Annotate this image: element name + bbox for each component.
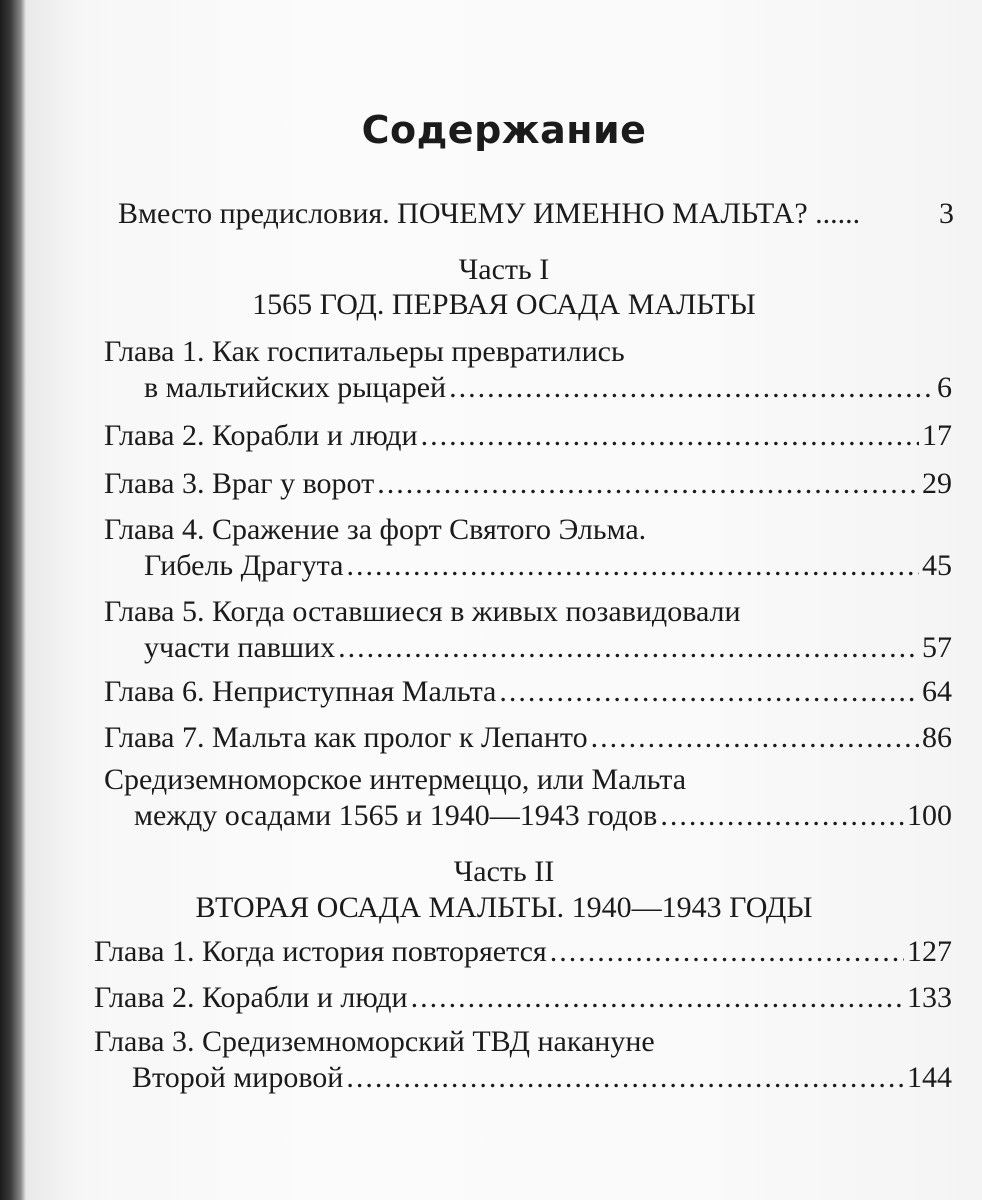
toc-entry-text: в мальтийских рыцарей (144, 371, 447, 404)
part-1-title: 1565 ГОД. ПЕРВАЯ ОСАДА МАЛЬТЫ (252, 288, 756, 321)
leader-dots (411, 980, 904, 1016)
page-title: Содержание (361, 108, 647, 152)
toc-entry-text: Глава 2. Корабли и люди (94, 981, 408, 1014)
leader-dots (338, 630, 919, 666)
part-1-label: Часть I (458, 253, 550, 286)
leader-dots (550, 934, 904, 970)
toc-entry-page: 133 (907, 981, 952, 1014)
book-binding-shadow (0, 0, 26, 1200)
toc-entry-page: 3 (939, 197, 954, 230)
leader-dots (660, 798, 904, 834)
toc-entry-text: Глава 2. Корабли и люди (104, 419, 418, 452)
toc-part2-chapter-2-entry (94, 980, 952, 1016)
toc-entry-page: 45 (922, 549, 952, 582)
toc-entry-page: 6 (937, 371, 952, 404)
toc-entry-page: 86 (922, 721, 952, 754)
toc-entry-text: Глава 3. Враг у ворот (104, 467, 375, 500)
toc-part2-chapter-3-line1: Глава 3. Средиземноморский ТВД накануне (94, 1025, 655, 1058)
leader-dots (377, 466, 919, 502)
toc-entry-text: Глава 1. Когда история повторяется (94, 935, 547, 968)
toc-entry-text: Вместо предисловия. ПОЧЕМУ ИМЕННО МАЛЬТА? ...... (118, 197, 861, 230)
toc-part2-chapter-3-entry (132, 1060, 952, 1096)
toc-interlude-line1: Средиземноморское интермеццо, или Мальта (104, 763, 687, 796)
leader-dots (346, 1060, 904, 1096)
leader-dots (421, 418, 919, 454)
toc-entry-text: Второй мировой (132, 1061, 344, 1094)
toc-chapter-5-line1: Глава 5. Когда оставшиеся в живых позавидовали (104, 595, 741, 628)
toc-chapter-6-entry (104, 674, 952, 710)
toc-chapter-5-entry (144, 630, 952, 666)
leader-dots (346, 548, 919, 584)
toc-entry-page: 64 (922, 675, 952, 708)
toc-chapter-2-entry (104, 418, 952, 454)
toc-part2-chapter-1-entry (94, 934, 952, 970)
part-2-label: Часть II (453, 855, 555, 888)
toc-entry-text: Глава 7. Мальта как пролог к Лепанто (104, 721, 588, 754)
toc-chapter-1-entry (144, 370, 952, 406)
toc-entry-text: между осадами 1565 и 1940—1943 годов (134, 799, 658, 832)
toc-chapter-7-entry (104, 720, 952, 756)
toc-entry-page: 29 (922, 467, 952, 500)
toc-entry-page: 17 (922, 419, 952, 452)
leader-dots (499, 674, 919, 710)
toc-chapter-4-line1: Глава 4. Сражение за форт Святого Эльма. (104, 513, 647, 546)
book-page (26, 0, 982, 1200)
leader-dots (449, 370, 934, 406)
toc-entry-page: 100 (907, 799, 952, 832)
toc-entry-text: Глава 6. Неприступная Мальта (104, 675, 497, 708)
toc-entry-text: участи павших (144, 631, 336, 664)
part-2-title: ВТОРАЯ ОСАДА МАЛЬТЫ. 1940—1943 ГОДЫ (195, 891, 813, 924)
toc-entry-text: Гибель Драгута (144, 549, 344, 582)
leader-dots (591, 720, 919, 756)
toc-chapter-3-entry (104, 466, 952, 502)
toc-entry-page: 57 (922, 631, 952, 664)
toc-entry-page: 144 (907, 1061, 952, 1094)
toc-chapter-4-entry (144, 548, 952, 584)
toc-chapter-1-line1: Глава 1. Как госпитальеры превратились (104, 335, 625, 368)
toc-entry-preface (118, 196, 954, 232)
toc-interlude-entry (134, 798, 952, 834)
toc-entry-page: 127 (907, 935, 952, 968)
